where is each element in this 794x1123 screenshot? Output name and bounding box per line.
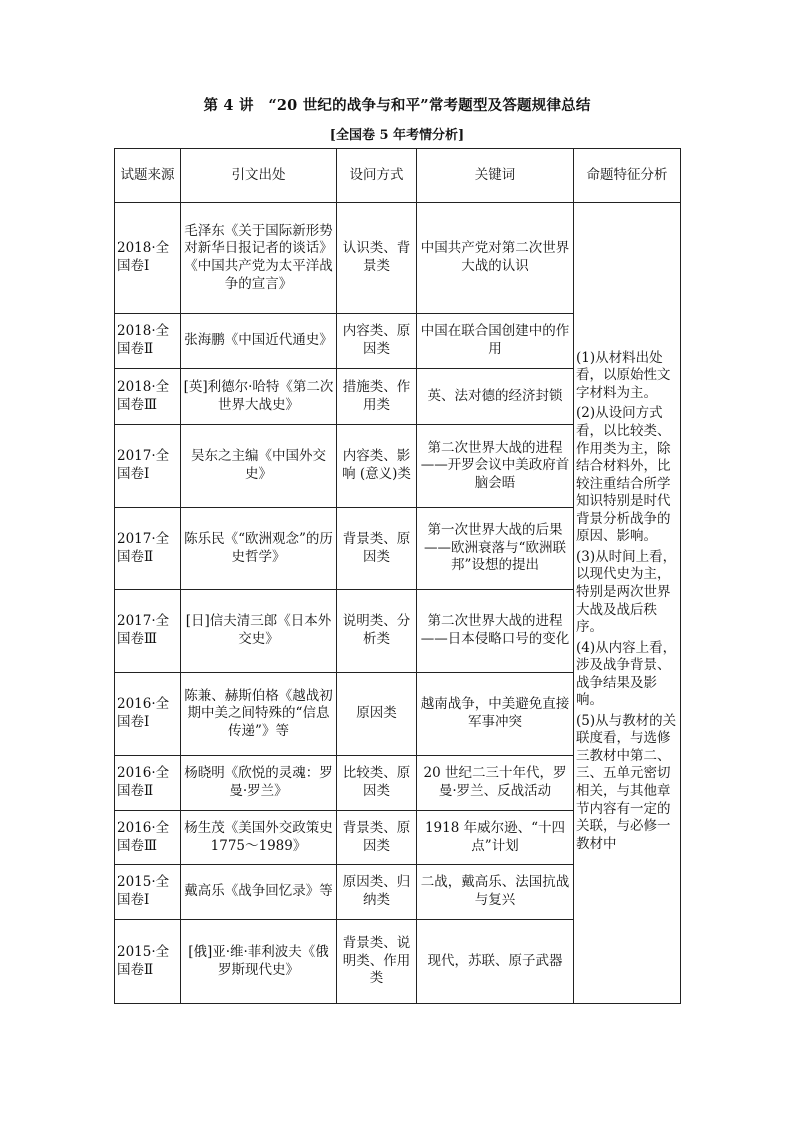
cell-keyword: 20 世纪二三十年代，罗曼·罗兰、反战活动 (417, 756, 574, 811)
cell-source: 戴高乐《战争回忆录》等 (181, 865, 337, 920)
cell-keyword: 第一次世界大战的后果——欧洲衰落与“欧洲联邦”设想的提出 (417, 508, 574, 590)
header-keyword: 关键词 (417, 149, 574, 203)
cell-source: [英]利德尔·哈特《第二次世界大战史》 (181, 369, 337, 425)
cell-keyword: 二战，戴高乐、法国抗战与复兴 (417, 865, 574, 920)
cell-source: 张海鹏《中国近代通史》 (181, 314, 337, 369)
cell-method: 说明类、分析类 (337, 590, 417, 673)
analysis-point: (1)从材料出处看，以原始性文字材料为主。 (576, 349, 671, 401)
header-method: 设问方式 (337, 149, 417, 203)
cell-method: 背景类、原因类 (337, 508, 417, 590)
page-title: 第 4 讲 “20 世纪的战争与和平”常考题型及答题规律总结 (203, 97, 591, 114)
cell-keyword: 中国在联合国创建中的作用 (417, 314, 574, 369)
cell-year: 2017·全国卷Ⅰ (115, 425, 181, 508)
cell-year: 2015·全国卷Ⅱ (115, 920, 181, 1004)
cell-year: 2016·全国卷Ⅲ (115, 811, 181, 865)
cell-keyword: 1918 年威尔逊、“十四点”计划 (417, 811, 574, 865)
cell-source: 杨晓明《欣悦的灵魂：罗曼·罗兰》 (181, 756, 337, 811)
cell-method: 措施类、作用类 (337, 369, 417, 425)
cell-source: 吴东之主编《中国外交史》 (181, 425, 337, 508)
analysis-point: (5)从与教材的关联度看，与选修三教材中第二、三、五单元密切相关，与其他章节内容有一定的关联，与必修一教材中 (576, 712, 677, 852)
cell-source: 杨生茂《美国外交政策史 1775～1989》 (181, 811, 337, 865)
cell-keyword: 现代，苏联、原子武器 (417, 920, 574, 1004)
cell-method: 原因类、归纳类 (337, 865, 417, 920)
analysis-point: (3)从时间上看，以现代史为主，特别是两次世界大战及战后秩序。 (576, 548, 677, 636)
cell-year: 2017·全国卷Ⅱ (115, 508, 181, 590)
cell-method: 背景类、原因类 (337, 811, 417, 865)
cell-method: 背景类、说明类、作用类 (337, 920, 417, 1004)
cell-source: [日]信夫清三郎《日本外交史》 (181, 590, 337, 673)
cell-source: 陈乐民《“欧洲观念”的历史哲学》 (181, 508, 337, 590)
cell-method: 认识类、背景类 (337, 203, 417, 314)
cell-source: 陈兼、赫斯伯格《越战初期中美之间特殊的“信息传递”》等 (181, 673, 337, 756)
cell-year: 2018·全国卷Ⅲ (115, 369, 181, 425)
cell-year: 2016·全国卷Ⅱ (115, 756, 181, 811)
cell-method: 原因类 (337, 673, 417, 756)
page-subtitle: [全国卷 5 年考情分析] (329, 128, 465, 143)
header-analysis: 命题特征分析 (574, 149, 681, 203)
cell-source: [俄]亚·维·菲利波夫《俄罗斯现代史》 (181, 920, 337, 1004)
cell-method: 内容类、影响 (意义)类 (337, 425, 417, 508)
cell-year: 2016·全国卷Ⅰ (115, 673, 181, 756)
analysis-point: (2)从设问方式看，以比较类、作用类为主，除结合材料外，比较注重结合所学知识特别是时代背景分析战争的原因、影响。 (576, 405, 671, 545)
exam-analysis-table (114, 148, 681, 1004)
cell-keyword: 第二次世界大战的进程——开罗会议中美政府首脑会晤 (417, 425, 574, 508)
analysis-point: (4)从内容上看，涉及战争背景、战争结果及影响。 (576, 639, 677, 709)
cell-year: 2018·全国卷Ⅰ (115, 203, 181, 314)
analysis-cell (574, 203, 681, 1004)
header-source: 试题来源 (115, 149, 181, 203)
cell-keyword: 英、法对德的经济封锁 (417, 369, 574, 425)
cell-source: 毛泽东《关于国际新形势对新华日报记者的谈话》《中国共产党为太平洋战争的宣言》 (181, 203, 337, 314)
cell-keyword: 中国共产党对第二次世界大战的认识 (417, 203, 574, 314)
cell-keyword: 越南战争，中美避免直接军事冲突 (417, 673, 574, 756)
cell-year: 2017·全国卷Ⅲ (115, 590, 181, 673)
header-citation: 引文出处 (181, 149, 337, 203)
cell-year: 2015·全国卷Ⅰ (115, 865, 181, 920)
cell-year: 2018·全国卷Ⅱ (115, 314, 181, 369)
cell-method: 内容类、原因类 (337, 314, 417, 369)
cell-keyword: 第二次世界大战的进程——日本侵略口号的变化 (417, 590, 574, 673)
table-header-row (115, 149, 681, 203)
cell-method: 比较类、原因类 (337, 756, 417, 811)
table-row (115, 203, 681, 314)
